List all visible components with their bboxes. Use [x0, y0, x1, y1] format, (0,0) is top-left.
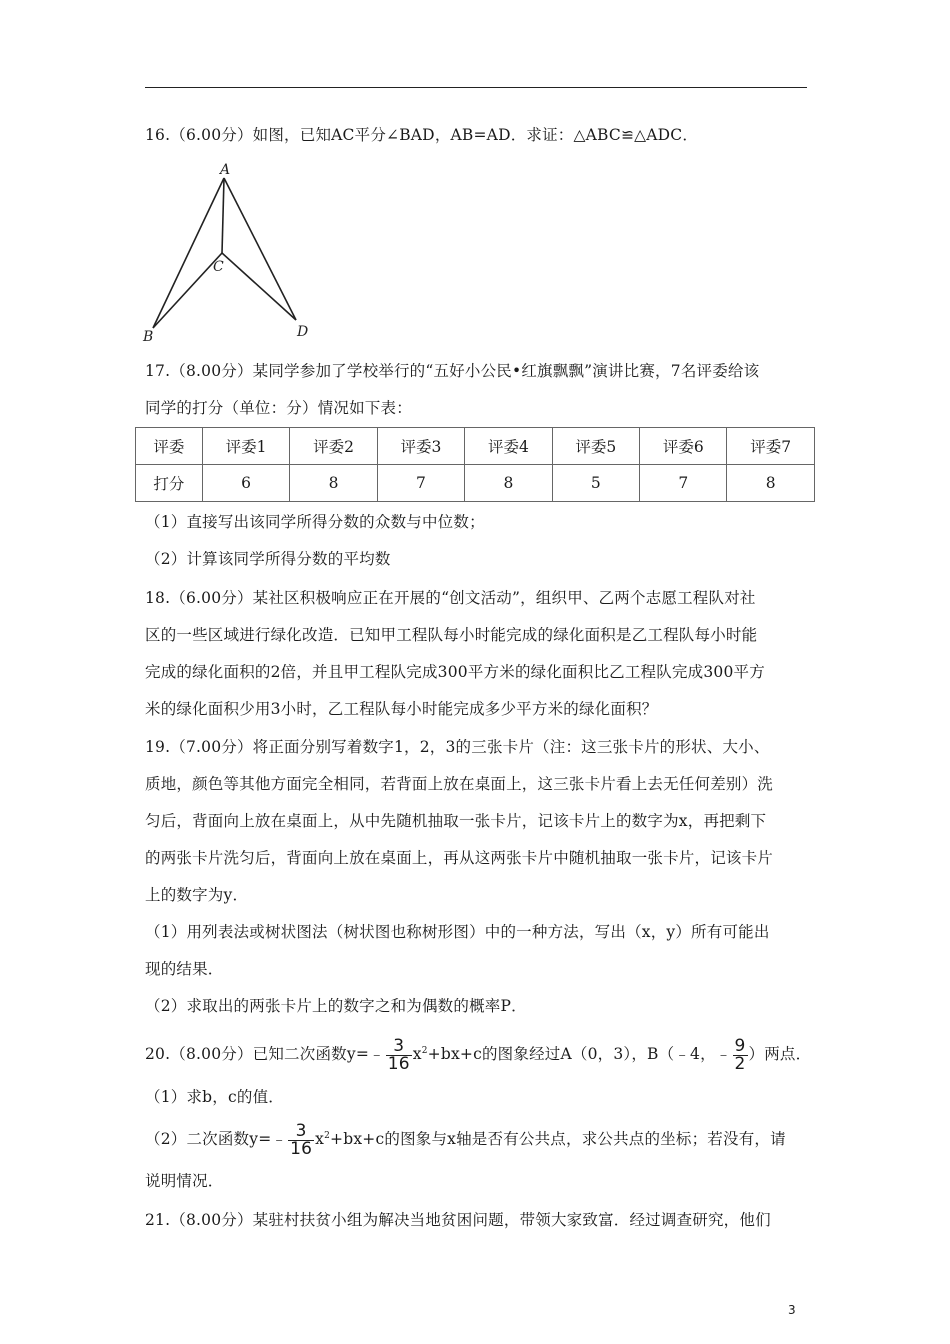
- segment-ad: [224, 178, 296, 320]
- table-cell: 评委6: [640, 428, 727, 465]
- q20-sub2-x: x: [315, 1130, 325, 1149]
- page-number: 3: [788, 1303, 796, 1317]
- q19-line3: 匀后，背面向上放在桌面上，从中先随机抽取一张卡片，记该卡片上的数字为x，再把剩下: [145, 812, 767, 830]
- q20-line1: [145, 1032, 811, 1073]
- label-b: B: [143, 329, 154, 345]
- q20-sub2-pre: （2）二次函数y=﹣: [145, 1130, 288, 1149]
- q19-line4: 的两张卡片洗匀后，背面向上放在桌面上，再从这两张卡片中随机抽取一张卡片，记该卡片: [145, 849, 774, 867]
- table-cell: 8: [465, 465, 552, 502]
- table-cell: 8: [290, 465, 377, 502]
- q19-sub1b: 现的结果．: [145, 960, 224, 978]
- table-cell: 评委1: [202, 428, 289, 465]
- table-cell: 打分: [136, 465, 203, 502]
- q20-sub2: [145, 1117, 786, 1158]
- fraction-9-2: [733, 1035, 748, 1074]
- q19-line5: 上的数字为y．: [145, 886, 249, 904]
- q18-line1: 18.（6.00分）某社区积极响应正在开展的“创文活动”，组织甲、乙两个志愿工程队对社: [145, 589, 756, 607]
- q20-mid: +bx+c的图象经过A（0，3），B（﹣4，﹣: [427, 1045, 732, 1064]
- q17-line2: 同学的打分（单位：分）情况如下表：: [145, 399, 412, 417]
- fraction-numerator: 3: [288, 1123, 314, 1141]
- segment-dc: [222, 253, 296, 320]
- q21-line1: 21.（8.00分）某驻村扶贫小组为解决当地贫困问题，带领大家致富．经过调查研究，他们: [145, 1211, 771, 1229]
- table-cell: 评委7: [727, 428, 815, 465]
- q19-line1: 19.（7.00分）将正面分别写着数字1，2，3的三张卡片（注：这三张卡片的形状、大小、: [145, 738, 770, 756]
- q20-sub2-square: 2: [324, 1131, 331, 1141]
- table-cell: 评委5: [552, 428, 639, 465]
- q18-line3: 完成的绿化面积的2倍，并且甲工程队完成300平方米的绿化面积比乙工程队完成300平方: [145, 663, 765, 681]
- table-cell: 8: [727, 465, 815, 502]
- fraction-numerator: 9: [734, 1035, 746, 1056]
- header-rule: [145, 87, 807, 88]
- q17-sub1: （1）直接写出该同学所得分数的众数与中位数；: [145, 513, 485, 531]
- triangle-figure: [140, 160, 320, 349]
- fraction-denominator: 2: [734, 1053, 746, 1074]
- fraction-denominator: 16: [387, 1053, 410, 1074]
- fraction-3-16: [288, 1120, 314, 1159]
- label-c: C: [213, 259, 224, 275]
- table-cell: 评委4: [465, 428, 552, 465]
- fraction-3-16: [386, 1035, 412, 1074]
- table-cell: 6: [202, 465, 289, 502]
- table-cell: 5: [552, 465, 639, 502]
- q20-pre: 20.（8.00分）已知二次函数y=﹣: [145, 1045, 385, 1064]
- q20-sub1: （1）求b，c的值．: [145, 1088, 284, 1106]
- q17-line1: 17.（8.00分）某同学参加了学校举行的“五好小公民•红旗飘飘”演讲比赛，7名评委给该: [145, 362, 760, 380]
- q20-x: x: [412, 1045, 422, 1064]
- segment-bc: [153, 253, 222, 328]
- label-d: D: [297, 324, 309, 340]
- table-cell: 评委2: [290, 428, 377, 465]
- q20-post: ）两点．: [748, 1045, 812, 1064]
- fraction-denominator: 16: [290, 1138, 313, 1159]
- q19-line2: 质地，颜色等其他方面完全相同，若背面上放在桌面上，这三张卡片看上去无任何差别）洗: [145, 775, 774, 793]
- table-cell: 评委: [136, 428, 203, 465]
- q18-line4: 米的绿化面积少用3小时，乙工程队每小时能完成多少平方米的绿化面积？: [145, 700, 658, 718]
- table-cell: 7: [640, 465, 727, 502]
- score-table: [135, 427, 815, 502]
- table-row: [136, 428, 815, 465]
- q18-line2: 区的一些区域进行绿化改造．已知甲工程队每小时能完成的绿化面积是乙工程队每小时能: [145, 626, 758, 644]
- segment-ab: [153, 178, 224, 328]
- q16-text: 16.（6.00分）如图，已知AC平分∠BAD，AB=AD．求证：△ABC≌△ADC．: [145, 126, 699, 144]
- label-a: A: [220, 162, 231, 178]
- q20-sub2-mid: +bx+c的图象与x轴是否有公共点，求公共点的坐标；若没有，请: [330, 1130, 786, 1149]
- table-cell: 7: [377, 465, 464, 502]
- q20-sub2-line2: 说明情况．: [145, 1172, 224, 1190]
- segment-ac: [222, 178, 224, 253]
- q19-sub2: （2）求取出的两张卡片上的数字之和为偶数的概率P．: [145, 997, 527, 1015]
- q19-sub1a: （1）用列表法或树状图法（树状图也称树形图）中的一种方法，写出（x，y）所有可能出: [145, 923, 770, 941]
- table-cell: 评委3: [377, 428, 464, 465]
- table-row: [136, 465, 815, 502]
- fraction-numerator: 3: [386, 1038, 412, 1056]
- q20-square: 2: [421, 1046, 428, 1056]
- q17-sub2: （2）计算该同学所得分数的平均数: [145, 550, 391, 568]
